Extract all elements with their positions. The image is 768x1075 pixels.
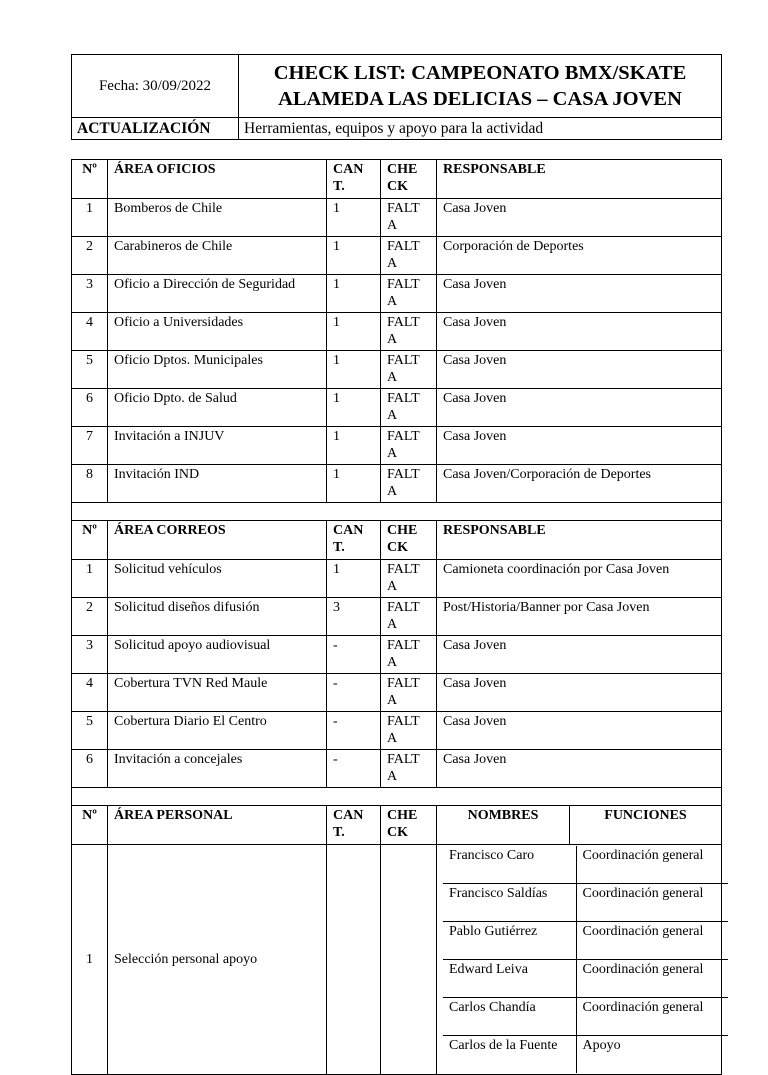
row-number: 8 [72,465,108,503]
row-responsable: Casa Joven/Corporación de Deportes [437,465,722,503]
col-check-header: CHE CK [381,160,437,199]
row-cant: 1 [327,351,381,389]
row-item: Oficio a Dirección de Seguridad [108,275,327,313]
row-number: 5 [72,712,108,750]
row-check-status: FALT A [381,465,437,503]
row-number: 1 [72,845,108,1075]
person-function: Coordinación general [576,846,728,884]
row-responsable: Casa Joven [437,389,722,427]
personal-person-row [443,960,728,998]
section-gap [72,788,722,806]
row-check-status: FALT A [381,199,437,237]
oficios-row [72,275,722,313]
oficios-header-row [72,160,722,199]
col-num-header: Nº [72,160,108,199]
row-responsable: Casa Joven [437,674,722,712]
personal-list-table [443,846,728,1073]
row-check-status: FALT A [381,636,437,674]
date-cell: Fecha: 30/09/2022 [72,55,239,118]
row-number: 6 [72,750,108,788]
area-header: ÁREA PERSONAL [108,806,327,845]
oficios-row [72,427,722,465]
row-check-status: FALT A [381,389,437,427]
person-function: Coordinación general [576,998,728,1036]
area-header: ÁREA CORREOS [108,521,327,560]
row-responsable: Casa Joven [437,199,722,237]
col-responsable-header: RESPONSABLE [437,160,722,199]
personal-list [437,845,722,1075]
col-nombres-header: NOMBRES [437,806,570,845]
row-responsable: Casa Joven [437,275,722,313]
row-responsable: Casa Joven [437,313,722,351]
row-cant: 1 [327,427,381,465]
area-header: ÁREA OFICIOS [108,160,327,199]
correos-header-row [72,521,722,560]
person-function: Coordinación general [576,960,728,998]
col-cant-header: CAN T. [327,521,381,560]
row-cant: - [327,712,381,750]
person-name: Carlos de la Fuente [443,1036,576,1074]
row-number: 3 [72,636,108,674]
row-cant: 3 [327,598,381,636]
row-number: 1 [72,199,108,237]
row-item: Cobertura TVN Red Maule [108,674,327,712]
row-check-status: FALT A [381,674,437,712]
row-responsable: Corporación de Deportes [437,237,722,275]
row-check-status: FALT A [381,275,437,313]
title-line-2: ALAMEDA LAS DELICIAS – CASA JOVEN [278,88,682,110]
row-check-status: FALT A [381,712,437,750]
row-number: 5 [72,351,108,389]
correos-row [72,712,722,750]
row-cant: - [327,636,381,674]
person-function: Coordinación general [576,884,728,922]
row-cant: 1 [327,465,381,503]
row-item: Solicitud vehículos [108,560,327,598]
personal-person-row [443,884,728,922]
row-number: 4 [72,674,108,712]
oficios-row [72,313,722,351]
row-number: 2 [72,598,108,636]
personal-row [72,845,722,1075]
row-item: Invitación a INJUV [108,427,327,465]
person-name: Francisco Saldías [443,884,576,922]
row-check-status: FALT A [381,313,437,351]
row-cant: 1 [327,389,381,427]
oficios-row [72,351,722,389]
person-function: Apoyo [576,1036,728,1074]
header-table [71,54,722,140]
document-title [239,55,722,118]
row-check-status: FALT A [381,750,437,788]
row-check-status: FALT A [381,237,437,275]
col-cant-header: CAN T. [327,160,381,199]
col-funciones-header: FUNCIONES [570,806,722,845]
oficios-row [72,465,722,503]
row-item: Bomberos de Chile [108,199,327,237]
oficios-row [72,199,722,237]
row-item: Invitación IND [108,465,327,503]
row-number: 4 [72,313,108,351]
section-gap [72,503,722,521]
row-number: 2 [72,237,108,275]
title-line-1: CHECK LIST: CAMPEONATO BMX/SKATE [273,62,687,84]
row-check-status: FALT A [381,351,437,389]
row-cant: 1 [327,237,381,275]
row-item: Invitación a concejales [108,750,327,788]
correos-row [72,598,722,636]
row-number: 6 [72,389,108,427]
row-check-status: FALT A [381,598,437,636]
row-item: Oficio a Universidades [108,313,327,351]
correos-row [72,636,722,674]
row-cant: 1 [327,560,381,598]
col-num-header: Nº [72,521,108,560]
row-item: Selección personal apoyo [108,845,327,1075]
row-responsable: Casa Joven [437,351,722,389]
row-responsable: Camioneta coordinación por Casa Joven [437,560,722,598]
row-responsable: Casa Joven [437,750,722,788]
row-item: Carabineros de Chile [108,237,327,275]
col-check-header: CHE CK [381,806,437,845]
section-gap-row [72,788,722,806]
col-check-header: CHE CK [381,521,437,560]
row-cant: - [327,750,381,788]
row-item: Cobertura Diario El Centro [108,712,327,750]
person-function: Coordinación general [576,922,728,960]
section-gap-row [72,503,722,521]
row-responsable: Casa Joven [437,712,722,750]
row-check-status [381,845,437,1075]
checklist-table [71,159,722,1075]
row-cant: 1 [327,275,381,313]
correos-row [72,674,722,712]
person-name: Pablo Gutiérrez [443,922,576,960]
col-responsable-header: RESPONSABLE [437,521,722,560]
update-value: Herramientas, equipos y apoyo para la actividad [239,118,722,140]
oficios-row [72,389,722,427]
update-label: ACTUALIZACIÓN [72,118,239,140]
row-cant: - [327,674,381,712]
row-item: Solicitud diseños difusión [108,598,327,636]
col-cant-header: CAN T. [327,806,381,845]
row-responsable: Casa Joven [437,636,722,674]
personal-person-row [443,998,728,1036]
row-check-status: FALT A [381,560,437,598]
person-name: Edward Leiva [443,960,576,998]
correos-row [72,750,722,788]
personal-person-row [443,922,728,960]
personal-header-row [72,806,722,845]
personal-person-row [443,846,728,884]
row-number: 1 [72,560,108,598]
row-responsable: Casa Joven [437,427,722,465]
row-number: 7 [72,427,108,465]
row-cant: 1 [327,199,381,237]
person-name: Carlos Chandía [443,998,576,1036]
correos-row [72,560,722,598]
row-responsable: Post/Historia/Banner por Casa Joven [437,598,722,636]
row-check-status: FALT A [381,427,437,465]
oficios-row [72,237,722,275]
row-item: Oficio Dpto. de Salud [108,389,327,427]
col-num-header: Nº [72,806,108,845]
row-item: Solicitud apoyo audiovisual [108,636,327,674]
row-cant [327,845,381,1075]
personal-person-row [443,1036,728,1074]
row-number: 3 [72,275,108,313]
row-item: Oficio Dptos. Municipales [108,351,327,389]
person-name: Francisco Caro [443,846,576,884]
row-cant: 1 [327,313,381,351]
